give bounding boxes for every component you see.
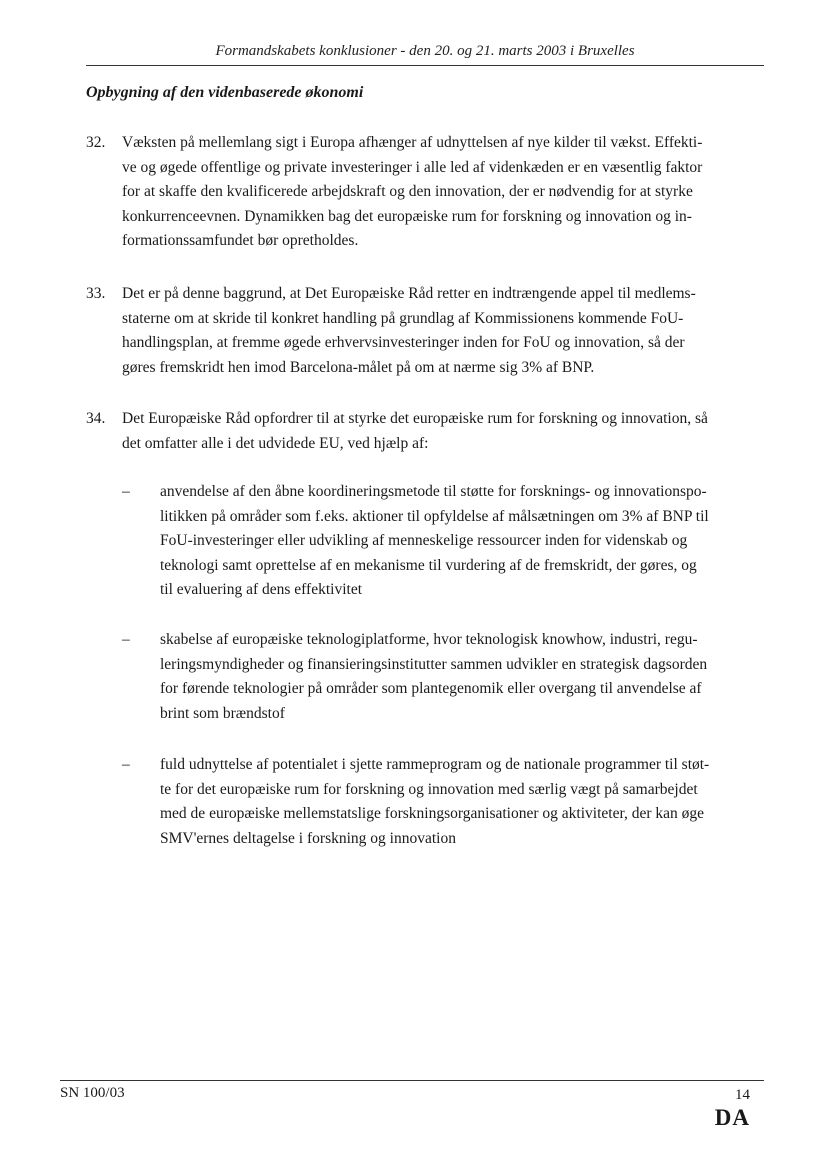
text-line: FoU-investeringer eller udvikling af menneskelige ressourcer inden for videnskab og <box>160 532 688 549</box>
text-line: teknologi samt oprettelse af en mekanisme til vurdering af de fremskridt, der gøres, og <box>160 556 697 574</box>
text-line: handlingsplan, at fremme øgede erhvervsinvesteringer inden for FoU og innovation, så der <box>122 334 685 351</box>
text-line: anvendelse af den åbne koordineringsmetode til støtte for forsknings- og innovationspo- <box>160 483 707 500</box>
text-line: brint som brændstof <box>160 704 285 722</box>
running-header: Formandskabets konklusioner - den 20. og 21. marts 2003 i Bruxelles <box>215 43 635 59</box>
paragraph-number: 32. <box>86 134 106 151</box>
text-line: Væksten på mellemlang sigt i Europa afhænger af udnyttelsen af nye kilder til vækst. Effekti- <box>122 134 703 151</box>
text-line: staterne om at skride til konkret handling på grundlag af Kommissionens kommende FoU- <box>122 309 684 327</box>
text-line: fuld udnyttelse af potentialet i sjette rammeprogram og de nationale programmer til støt- <box>160 756 710 773</box>
bullet-item <box>160 480 760 603</box>
page-number: 14 <box>735 1087 750 1103</box>
language-code: DA <box>714 1105 750 1130</box>
header-divider <box>86 65 764 66</box>
section-title: Opbygning af den videnbaserede økonomi <box>86 84 364 101</box>
bullet-item <box>160 753 760 851</box>
paragraph-number: 33. <box>86 285 106 302</box>
paragraph-33 <box>122 282 758 380</box>
text-line: for førende teknologier på områder som plantegenomik eller overgang til anvendelse af <box>160 680 702 697</box>
text-line: ve og øgede offentlige og private investeringer i alle led af videnkæden er en væsentlig faktor <box>122 158 703 176</box>
text-line: til evaluering af dens effektivitet <box>160 581 362 598</box>
text-line: skabelse af europæiske teknologiplatforme, hvor teknologisk knowhow, industri, regu- <box>160 631 698 648</box>
bullet-item <box>160 628 760 726</box>
footer-divider <box>60 1080 764 1081</box>
paragraph-34 <box>122 407 758 456</box>
text-line: leringsmyndigheder og finansieringsinstitutter sammen udvikler en strategisk dagsorden <box>160 655 708 673</box>
bullet-dash: – <box>122 483 130 500</box>
text-line: formationssamfundet bør opretholdes. <box>122 232 359 249</box>
text-line: SMV'ernes deltagelse i forskning og innovation <box>160 829 456 847</box>
text-line: konkurrenceevnen. Dynamikken bag det europæiske rum for forskning og innovation og in- <box>122 207 692 225</box>
document-reference: SN 100/03 <box>60 1085 125 1101</box>
text-line: litikken på områder som f.eks. aktioner til opfyldelse af målsætningen om 3% af BNP til <box>160 507 709 525</box>
text-line: med de europæiske mellemstatslige forskningsorganisationer og aktiviteter, der kan øge <box>160 805 705 822</box>
text-line: gøres fremskridt hen imod Barcelona-målet på om at nærme sig 3% af BNP. <box>122 358 595 376</box>
bullet-dash: – <box>122 631 130 648</box>
text-line: Det Europæiske Råd opfordrer til at styrke det europæiske rum for forskning og innovation, så <box>122 410 708 427</box>
paragraph-32 <box>122 131 758 254</box>
text-line: for at skaffe den kvalificerede arbejdskraft og den innovation, der er nødvendig for at styrke <box>122 183 693 200</box>
bullet-dash: – <box>122 756 130 773</box>
text-line: Det er på denne baggrund, at Det Europæiske Råd retter en indtrængende appel til medlems- <box>122 285 696 302</box>
text-line: det omfatter alle i det udvidede EU, ved hjælp af: <box>122 434 429 452</box>
text-line: te for det europæiske rum for forskning og innovation med særlig vægt på samarbejdet <box>160 780 698 798</box>
paragraph-number: 34. <box>86 410 106 427</box>
